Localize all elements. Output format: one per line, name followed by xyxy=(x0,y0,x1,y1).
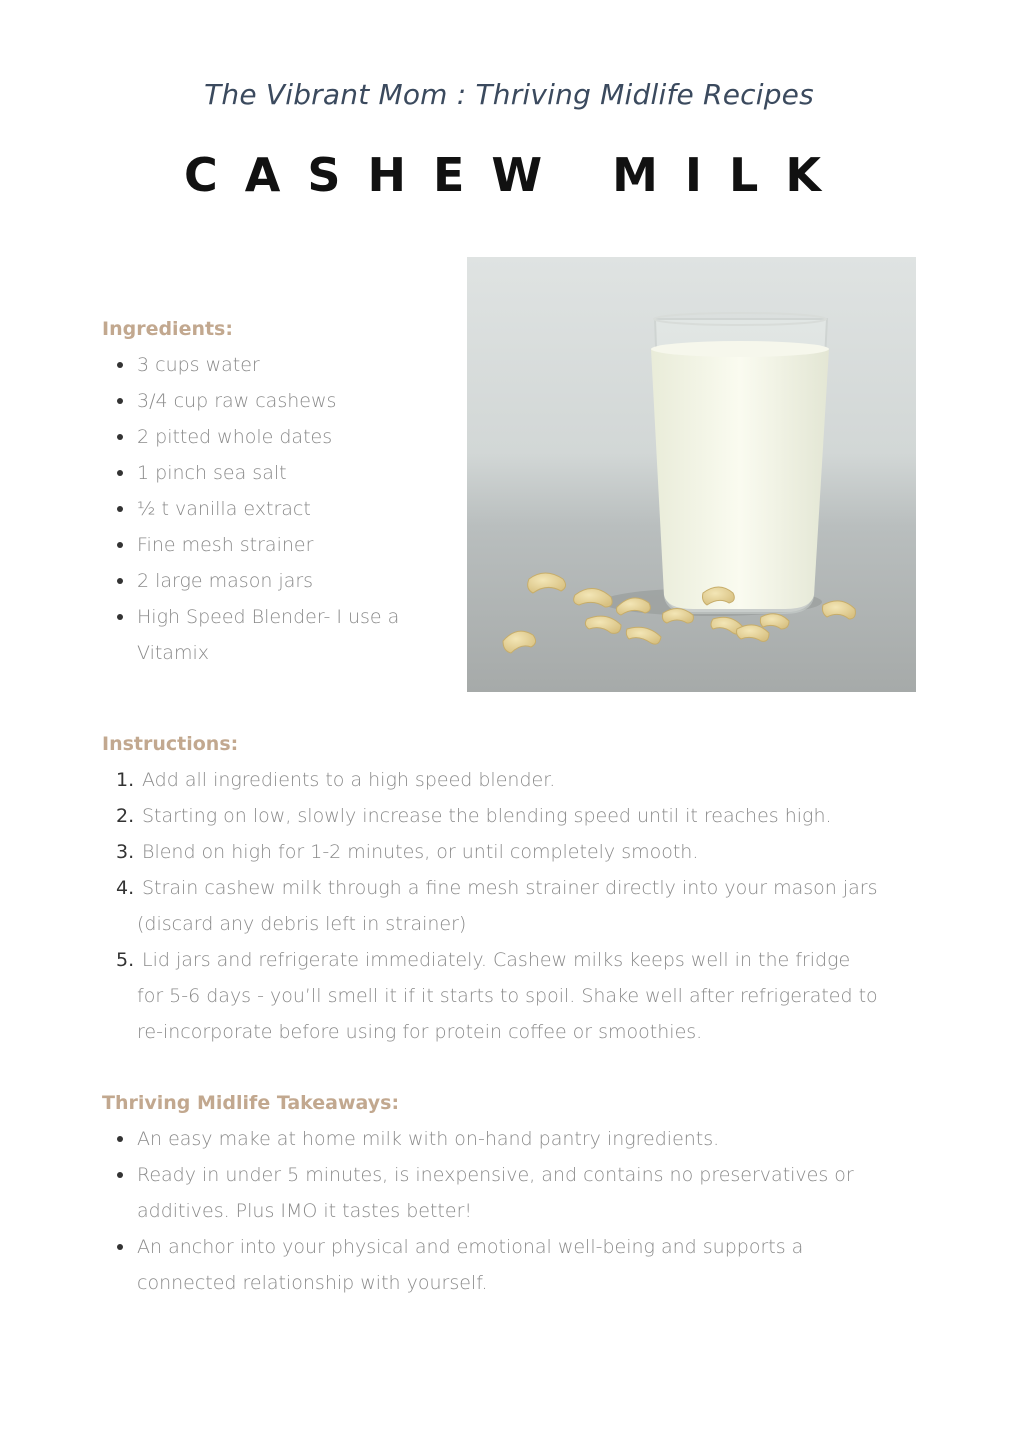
list-item xyxy=(102,599,399,671)
cashew-milk-photo xyxy=(467,257,916,692)
step-line: for 5-6 days - you’ll smell it if it starts to spoil. Shake well after refrigerated to xyxy=(137,985,878,1007)
step-number: 4. xyxy=(116,877,135,899)
list-item: 2 large mason jars xyxy=(102,563,399,599)
milk-glass-illustration xyxy=(467,257,916,692)
instructions-list xyxy=(102,762,878,1050)
ingredients-heading: Ingredients: xyxy=(102,318,233,340)
list-item: ½ t vanilla extract xyxy=(102,491,399,527)
takeaway-line: Ready in under 5 minutes, is inexpensive, and contains no preservatives or xyxy=(137,1164,854,1186)
list-item xyxy=(102,1229,854,1301)
takeaways-heading: Thriving Midlife Takeaways: xyxy=(102,1092,400,1114)
page-title: CASHEW MILK xyxy=(183,148,848,202)
list-item-line: Vitamix xyxy=(137,642,209,664)
step-line: (discard any debris left in strainer) xyxy=(137,913,467,935)
list-item: 3 cups water xyxy=(102,347,399,383)
list-item xyxy=(102,798,878,834)
list-item-line: High Speed Blender- I use a xyxy=(137,606,400,628)
takeaways-list xyxy=(102,1121,854,1301)
list-item xyxy=(102,942,878,1050)
step-line: Starting on low, slowly increase the blending speed until it reaches high. xyxy=(142,805,832,827)
step-line: re-incorporate before using for protein coffee or smoothies. xyxy=(137,1021,703,1043)
takeaway-line: additives. Plus IMO it tastes better! xyxy=(137,1200,472,1222)
list-item: Fine mesh strainer xyxy=(102,527,399,563)
takeaway-line: An anchor into your physical and emotional well-being and supports a xyxy=(137,1236,804,1258)
list-item xyxy=(102,1121,854,1157)
step-number: 1. xyxy=(116,769,135,791)
list-item xyxy=(102,870,878,942)
step-line: Add all ingredients to a high speed blender. xyxy=(142,769,556,791)
ingredients-list xyxy=(102,347,399,671)
takeaway-line: connected relationship with yourself. xyxy=(137,1272,488,1294)
list-item xyxy=(102,762,878,798)
list-item: 2 pitted whole dates xyxy=(102,419,399,455)
step-line: Lid jars and refrigerate immediately. Cashew milks keeps well in the fridge xyxy=(142,949,851,971)
page-subtitle: The Vibrant Mom : Thriving Midlife Recipes xyxy=(204,78,814,111)
takeaway-line: An easy make at home milk with on-hand pantry ingredients. xyxy=(137,1128,720,1150)
list-item: 1 pinch sea salt xyxy=(102,455,399,491)
list-item xyxy=(102,1157,854,1229)
step-number: 2. xyxy=(116,805,135,827)
list-item xyxy=(102,834,878,870)
list-item: 3/4 cup raw cashews xyxy=(102,383,399,419)
step-line: Blend on high for 1-2 minutes, or until completely smooth. xyxy=(142,841,699,863)
instructions-heading: Instructions: xyxy=(102,733,239,755)
step-line: Strain cashew milk through a fine mesh strainer directly into your mason jars xyxy=(142,877,878,899)
step-number: 5. xyxy=(116,949,135,971)
step-number: 3. xyxy=(116,841,135,863)
